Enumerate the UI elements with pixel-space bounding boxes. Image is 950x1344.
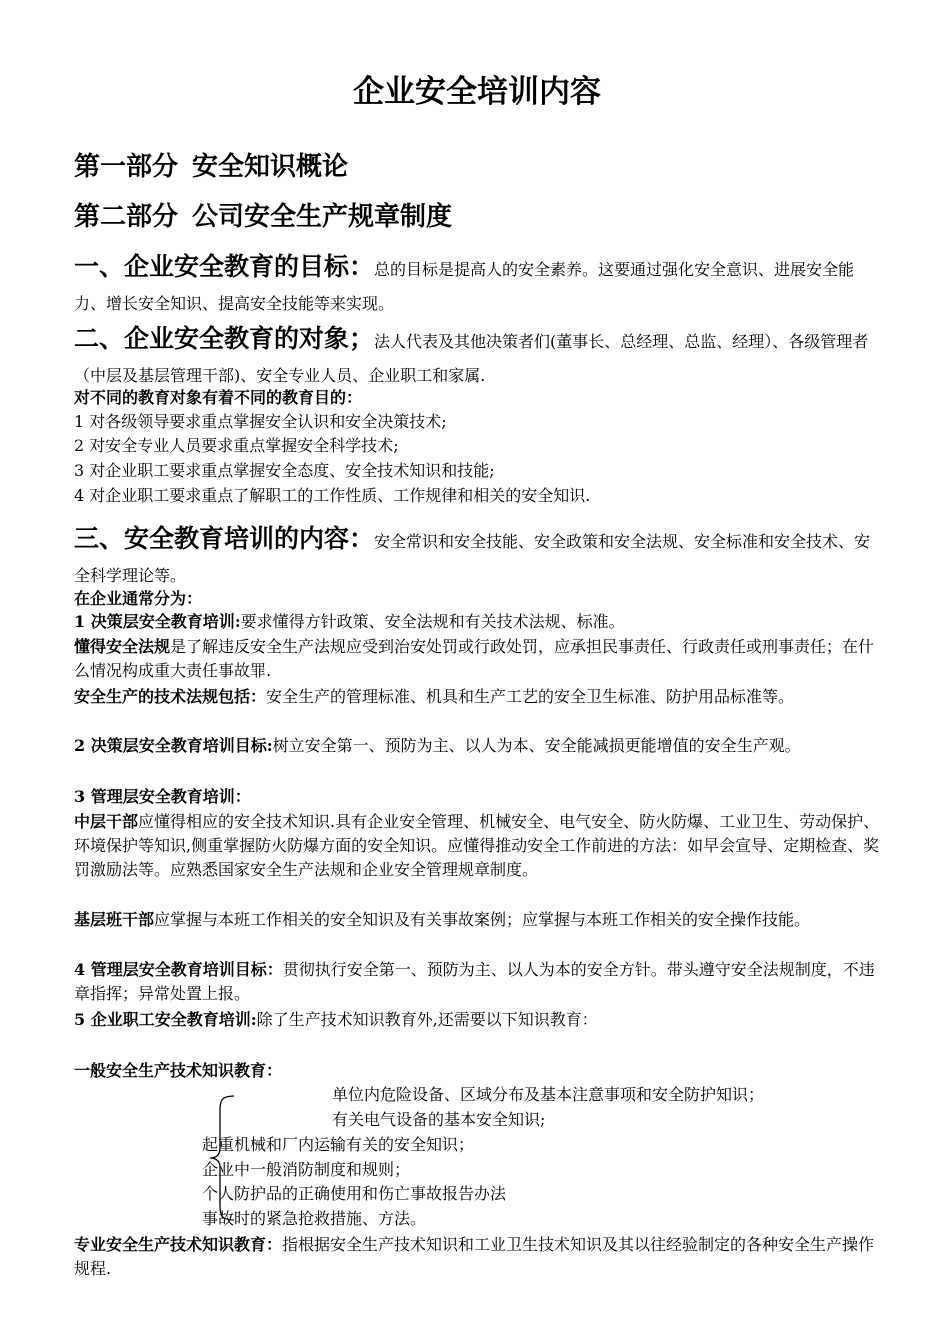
section-content-heading: 三、安全教育培训的内容： bbox=[74, 524, 375, 553]
general-knowledge-heading: 一般安全生产技术知识教育： bbox=[74, 1061, 283, 1080]
section-audience bbox=[74, 322, 880, 393]
general-knowledge-item: 起重机械和厂内运输有关的安全知识； bbox=[202, 1135, 475, 1154]
part-one-heading bbox=[74, 146, 348, 183]
general-knowledge-item: 事故时的紧急抢救措施、方法。 bbox=[202, 1209, 427, 1228]
audience-sub-heading: 对不同的教育对象有着不同的教育目的： bbox=[74, 388, 363, 407]
general-knowledge-item: 企业中一般消防制度和规则； bbox=[202, 1160, 411, 1179]
general-knowledge-item: 个人防护品的正确使用和伤亡事故报告办法 bbox=[202, 1184, 507, 1203]
middle-managers: 中层干部应懂得相应的安全技术知识.具有企业安全管理、机械安全、电气安全、防火防爆、工业卫生、劳动保护、环境保护等知识,侧重掌握防火防爆方面的安全知识。应懂得推动安全工作前进的方法：如早会宣导、定期检查、奖罚激励法等。应熟悉国家安全生产法规和企业安全管理规章制度。 bbox=[74, 812, 880, 879]
part-one-number: 第一部分 bbox=[74, 152, 179, 182]
general-knowledge-item: 单位内危险设备、区域分布及基本注意事项和安全防护知识； bbox=[332, 1085, 765, 1104]
general-knowledge-item: 有关电气设备的基本安全知识; bbox=[332, 1110, 546, 1129]
section-audience-heading: 二、企业安全教育的对象； bbox=[74, 324, 375, 353]
part-two-number: 第二部分 bbox=[74, 202, 179, 232]
part-two-heading bbox=[74, 196, 452, 233]
management-layer-goal: 4 管理层安全教育培训目标：贯彻执行安全第一、预防为主、以人为本的安全方针。带头遵守安全法规制度，不违章指挥；异常处置上报。 bbox=[74, 960, 875, 1003]
decision-layer-goal: 2 决策层安全教育培训目标:树立安全第一、预防为主、以人为本、安全能减损更能增值的安全生产观。 bbox=[74, 736, 801, 755]
understand-laws: 懂得安全法规是了解违反安全生产法规应受到治安处罚或行政处罚，应承担民事责任、行政责任或刑事责任；在什么情况构成重大责任事故罪. bbox=[74, 637, 875, 680]
part-two-text: 公司安全生产规章制度 bbox=[192, 202, 453, 232]
special-knowledge: 专业安全生产技术知识教育：指根据安全生产技术知识和工业卫生技术知识及其以往经验制定的各种安全生产操作规程. bbox=[74, 1235, 875, 1278]
part-one-text: 安全知识概论 bbox=[192, 152, 349, 182]
decision-layer-training: 1 决策层安全教育培训:要求懂得方针政策、安全法规和有关技术法规、标准。 bbox=[74, 612, 625, 631]
audience-item: 1 对各级领导要求重点掌握安全认识和安全决策技术; bbox=[74, 412, 447, 431]
employee-training: 5 企业职工安全教育培训:除了生产技术知识教育外,还需要以下知识教育： bbox=[74, 1010, 598, 1029]
section-content-body: 安全常识和安全技能、安全政策和安全法规、安全标准和安全技术、安全科学理论等。 bbox=[74, 532, 871, 585]
audience-item: 4 对企业职工要求重点了解职工的工作性质、工作规律和相关的安全知识. bbox=[74, 486, 591, 505]
audience-item: 2 对安全专业人员要求重点掌握安全科学技术; bbox=[74, 436, 399, 455]
section-goal-heading: 一、企业安全教育的目标： bbox=[74, 252, 375, 281]
audience-item: 3 对企业职工要求重点掌握安全态度、安全技术知识和技能; bbox=[74, 461, 495, 480]
team-leaders: 基层班干部应掌握与本班工作相关的安全知识及有关事故案例；应掌握与本班工作相关的安全操作技能。 bbox=[74, 910, 811, 929]
section-audience-body: 法人代表及其他决策者们(董事长、总经理、总监、经理）、各级管理者（中层及基层管理干部)、安全专业人员、企业职工和家属. bbox=[74, 332, 869, 385]
content-divided-label: 在企业通常分为： bbox=[74, 589, 203, 608]
document-title: 企业安全培训内容 bbox=[353, 74, 601, 110]
management-layer-training: 3 管理层安全教育培训： bbox=[74, 787, 251, 806]
left-brace-icon bbox=[200, 1092, 240, 1224]
section-goal bbox=[74, 250, 880, 321]
section-goal-body: 总的目标是提高人的安全素养。这要通过强化安全意识、进展安全能力、增长安全知识、提高安全技能等来实现。 bbox=[74, 260, 855, 313]
section-content bbox=[74, 522, 880, 593]
technical-regulations: 安全生产的技术法规包括：安全生产的管理标准、机具和生产工艺的安全卫生标准、防护用品标准等。 bbox=[74, 687, 795, 706]
